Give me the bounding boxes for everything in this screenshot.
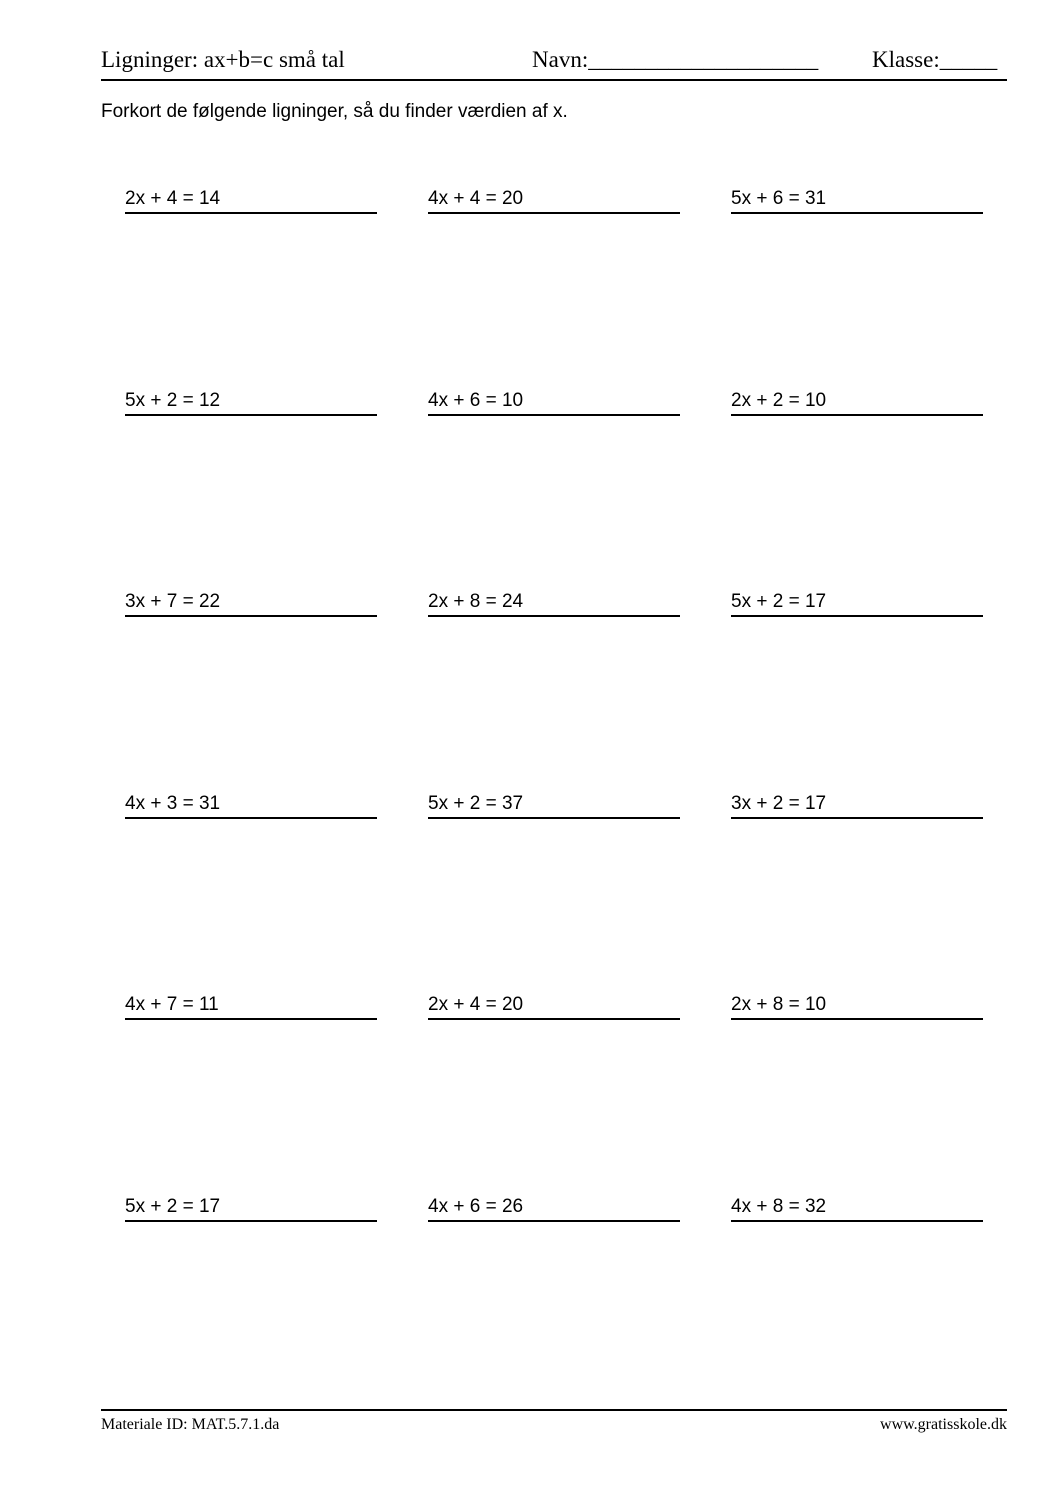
equation-answer-line — [731, 990, 983, 1020]
class-field: Klasse:_____ — [872, 47, 998, 72]
equation-answer-line — [731, 789, 983, 819]
footer-divider — [101, 1409, 1007, 1411]
equation-text: 4x + 8 = 32 — [731, 1196, 827, 1217]
instructions-text: Forkort de følgende ligninger, så du finder værdien af x. — [101, 101, 568, 122]
equation-answer-line — [125, 587, 377, 617]
equation-text: 4x + 6 = 10 — [428, 390, 524, 411]
website-link[interactable]: www.gratisskole.dk — [880, 1416, 1007, 1433]
equation-text: 5x + 2 = 17 — [731, 591, 827, 612]
equation-text: 4x + 4 = 20 — [428, 188, 524, 209]
equation-text: 2x + 8 = 10 — [731, 994, 827, 1015]
equation-answer-line — [125, 184, 377, 214]
equation-answer-line — [125, 789, 377, 819]
equation-text: 5x + 2 = 37 — [428, 793, 524, 814]
equation-text: 5x + 2 = 17 — [125, 1196, 221, 1217]
equation-text: 2x + 8 = 24 — [428, 591, 524, 612]
equation-text: 2x + 4 = 14 — [125, 188, 221, 209]
equation-text: 2x + 2 = 10 — [731, 390, 827, 411]
equation-answer-line — [428, 990, 680, 1020]
equation-answer-line — [125, 990, 377, 1020]
material-id: Materiale ID: MAT.5.7.1.da — [101, 1416, 280, 1433]
equation-text: 4x + 7 = 11 — [125, 994, 219, 1015]
equation-text: 5x + 2 = 12 — [125, 390, 221, 411]
equation-answer-line — [731, 587, 983, 617]
equation-answer-line — [125, 386, 377, 416]
equation-answer-line — [428, 1192, 680, 1222]
worksheet-title: Ligninger: ax+b=c små tal — [101, 47, 345, 72]
equation-answer-line — [428, 789, 680, 819]
equation-answer-line — [731, 184, 983, 214]
equation-text: 3x + 2 = 17 — [731, 793, 827, 814]
equation-answer-line — [731, 1192, 983, 1222]
equation-answer-line — [428, 587, 680, 617]
equation-text: 2x + 4 = 20 — [428, 994, 524, 1015]
equation-answer-line — [125, 1192, 377, 1222]
equation-text: 3x + 7 = 22 — [125, 591, 221, 612]
name-field: Navn:____________________ — [532, 47, 819, 72]
equation-text: 4x + 3 = 31 — [125, 793, 221, 814]
equation-answer-line — [428, 184, 680, 214]
equation-answer-line — [731, 386, 983, 416]
equation-text: 5x + 6 = 31 — [731, 188, 827, 209]
equation-answer-line — [428, 386, 680, 416]
equation-text: 4x + 6 = 26 — [428, 1196, 524, 1217]
